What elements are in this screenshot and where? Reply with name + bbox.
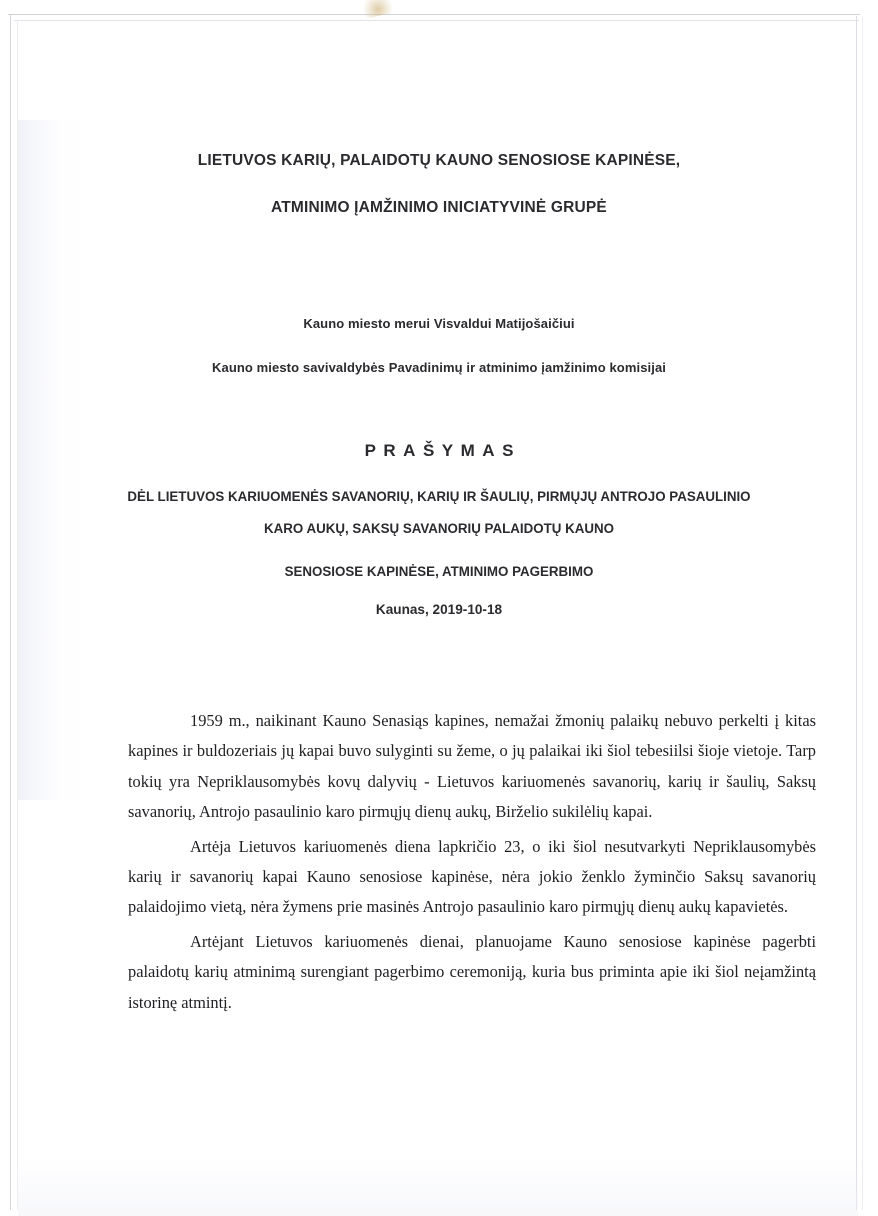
body-paragraph: Artėja Lietuvos kariuomenės diena lapkričio 23, o iki šiol nesutvarkyti Nepriklausomybės karių ir savanorių kapai Kauno senosiose kapinėse, nėra jokio ženklo žyminčio Saksų savanorių palaidojimo vietą, nėra žymens prie masinės Antrojo pasaulinio karo pirmųjų dienų aukų kapavietės. — [128, 836, 816, 917]
organization-title-line-2: ATMINIMO ĮAMŽINIMO INICIATYVINĖ GRUPĖ — [271, 199, 607, 216]
addressee-line-1: Kauno miesto merui Visvaldui Matijošaičiui — [303, 316, 575, 331]
subject-line-1: DĖL LIETUVOS KARIUOMENĖS SAVANORIŲ, KARIŲ IR ŠAULIŲ, PIRMŲJŲ ANTROJO PASAULINIO — [127, 489, 751, 505]
addressee-line-2: Kauno miesto savivaldybės Pavadinimų ir atminimo įamžinimo komisijai — [212, 360, 666, 375]
body-text — [128, 706, 816, 1018]
organization-title-line-1: LIETUVOS KARIŲ, PALAIDOTŲ KAUNO SENOSIOSE KAPINĖSE, — [197, 152, 681, 169]
subject-line-2: KARO AUKŲ, SAKSŲ SAVANORIŲ PALAIDOTŲ KAUNO — [264, 521, 614, 537]
body-paragraph: Artėjant Lietuvos kariuomenės dienai, planuojame Kauno senosiose kapinėse pagerbti palaidotų karių atminimą surengiant pagerbimo ceremoniją, kuria bus priminta apie iki šiol neįamžintą istorinę atmintį. — [128, 932, 816, 1012]
body-paragraph: 1959 m., naikinant Kauno Senasiąs kapines, nemažai žmonių palaikų nebuvo perkelti į kitas kapines ir buldozeriais jų kapai buvo sulyginti su žeme, o jų palaikai iki šiol tebesiilsi šioje vietoje. Tarp tokių yra Nepriklausomybės kovų dalyvių - Lietuvos kariuomenės savanorių, karių ir šaulių, Saksų savanorių, Antrojo pasaulinio karo pirmųjų dienų aukų, Birželio sukilėlių kapai. — [128, 711, 816, 821]
document-type-heading: PRAŠYMAS — [364, 441, 521, 460]
subject-line-3: SENOSIOSE KAPINĖSE, ATMINIMO PAGERBIMO — [284, 564, 594, 580]
place-and-date: Kaunas, 2019-10-18 — [375, 602, 503, 617]
